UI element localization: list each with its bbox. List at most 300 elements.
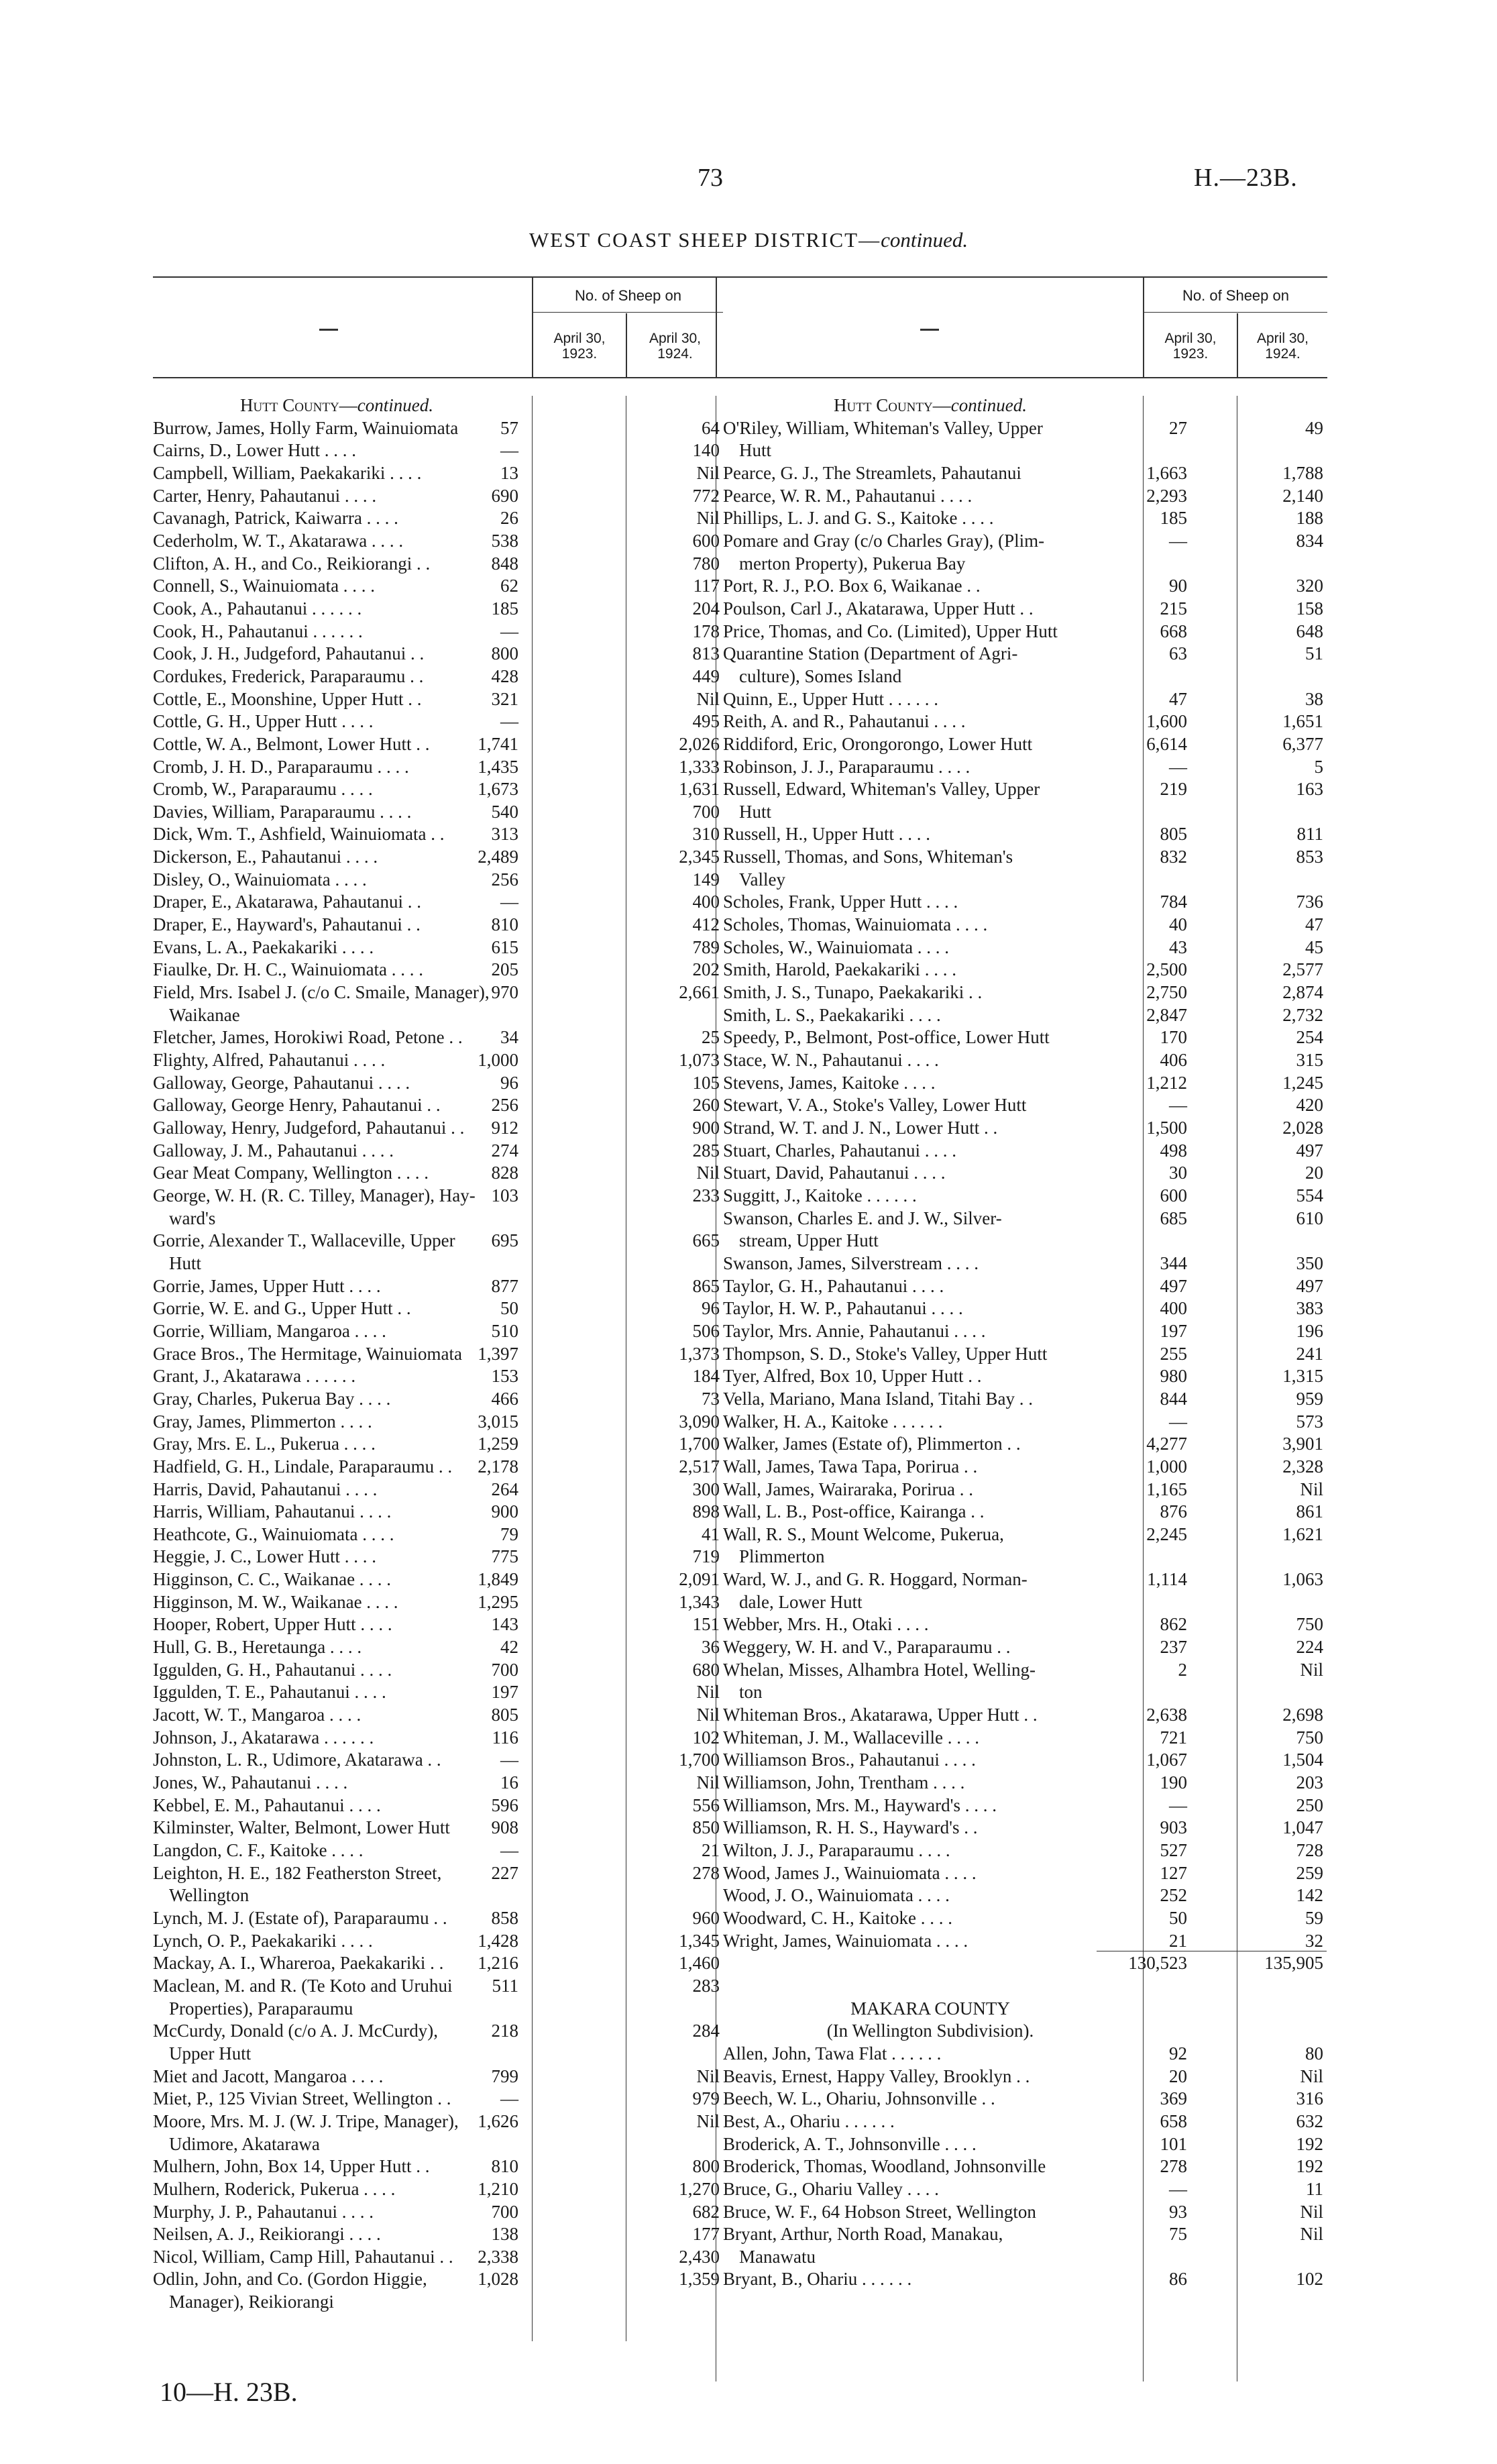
sheep-1923: 63 (1169, 643, 1187, 664)
right-header-bottom-rule (716, 377, 1327, 378)
sheep-1924: 632 (1296, 2110, 1323, 2131)
sheep-1923: — (1169, 2178, 1187, 2199)
sheep-1924: 188 (1296, 508, 1323, 529)
owner-continuation: dale, Lower Hutt (739, 1591, 863, 1612)
owner-name: Wall, L. B., Post-office, Kairanga . . (723, 1501, 985, 1522)
table-row (153, 2133, 723, 2156)
sheep-1924: 158 (1296, 598, 1323, 619)
sheep-1924: 959 (1296, 1388, 1323, 1409)
sheep-1924: 2,140 (1282, 485, 1323, 506)
sheep-1923: 1,626 (478, 2110, 518, 2131)
sheep-1924: 1,373 (679, 1343, 720, 1364)
owner-name: Wright, James, Wainuiomata . . . . (723, 1930, 968, 1951)
sheep-1923: 511 (492, 1975, 518, 1996)
owner-name: Hull, G. B., Heretaunga . . . . (153, 1637, 362, 1658)
sheep-1924: Nil (1300, 1659, 1323, 1680)
sheep-1923: 2 (1178, 1659, 1187, 1680)
county-heading-text: (In Wellington Subdivision). (826, 2021, 1034, 2041)
sheep-1923: 40 (1169, 914, 1187, 935)
sheep-1923: 116 (492, 1727, 518, 1748)
sheep-1923: 700 (491, 1659, 518, 1680)
owner-name: Clifton, A. H., and Co., Reikiorangi . . (153, 553, 431, 574)
sheep-1924: 682 (692, 2201, 720, 2222)
sheep-1924: 2,028 (1282, 1118, 1323, 1138)
owner-name: Cordukes, Frederick, Paraparaumu . . (153, 665, 424, 686)
sheep-1923: 700 (491, 2201, 518, 2222)
sheep-1924: 383 (1296, 1298, 1323, 1319)
owner-name: Quarantine Station (Department of Agri- (723, 643, 1018, 664)
table-row (723, 1817, 1330, 1839)
table-row (723, 1636, 1330, 1659)
sheep-1923: 400 (1160, 1298, 1187, 1319)
county-heading-text: MAKARA COUNTY (850, 1998, 1010, 2019)
owner-name: Johnson, J., Akatarawa . . . . . . (153, 1727, 374, 1748)
table-row (723, 2201, 1330, 2224)
sheep-1924: 224 (1296, 1637, 1323, 1658)
owner-name: Draper, E., Hayward's, Pahautanui . . (153, 914, 421, 935)
sheep-1923: — (500, 711, 518, 732)
table-row (723, 1749, 1330, 1772)
owner-name: Iggulden, T. E., Pahautanui . . . . (153, 1682, 386, 1703)
owner-continuation: Manawatu (739, 2246, 816, 2267)
sheep-1924: Nil (1300, 1479, 1323, 1499)
owner-name: Langdon, C. F., Kaitoke . . . . (153, 1840, 364, 1860)
sheep-1924: 59 (1305, 1907, 1323, 1928)
owner-name: Bryant, B., Ohariu . . . . . . (723, 2269, 912, 2290)
sheep-1924: 102 (1296, 2269, 1323, 2290)
sheep-1923: 103 (491, 1185, 518, 1206)
owner-name: Smith, Harold, Paekakariki . . . . (723, 959, 956, 980)
sheep-1923: 1,428 (478, 1930, 518, 1951)
sheep-1923: 848 (491, 553, 518, 574)
sheep-1924: 285 (692, 1140, 720, 1161)
sheep-1923: 237 (1160, 1637, 1187, 1658)
sheep-1923: 2,489 (478, 847, 518, 867)
owner-name: George, W. H. (R. C. Tilley, Manager), Hay- (153, 1185, 476, 1206)
sheep-1923: 658 (1160, 2110, 1187, 2131)
right-header-top-rule (716, 276, 1327, 278)
owner-name: Williamson, R. H. S., Hayward's . . (723, 1817, 978, 1838)
owner-name: Harris, David, Pahautanui . . . . (153, 1479, 378, 1499)
right-april-1923-header: April 30, 1923. (1164, 331, 1217, 362)
sheep-1924: 241 (1296, 1343, 1323, 1364)
owner-name: Cairns, D., Lower Hutt . . . . (153, 440, 356, 461)
owner-continuation: Hutt (739, 440, 772, 461)
owner-name: Vella, Mariano, Mana Island, Titahi Bay . . (723, 1388, 1033, 1409)
sheep-1923: 92 (1169, 2043, 1187, 2064)
owner-name: Hadfield, G. H., Lindale, Paraparaumu . . (153, 1456, 453, 1477)
table-row (723, 2223, 1330, 2246)
owner-name: Phillips, L. J. and G. S., Kaitoke . . . . (723, 508, 994, 529)
sheep-1923: 2,638 (1146, 1705, 1187, 1725)
owner-name: Wood, J. O., Wainuiomata . . . . (723, 1885, 950, 1906)
sheep-1924: 3,901 (1282, 1434, 1323, 1454)
sheep-1924: 20 (1305, 1163, 1323, 1183)
sheep-1923: 615 (491, 936, 518, 957)
owner-name: Robinson, J. J., Paraparaumu . . . . (723, 756, 971, 777)
owner-name: Stuart, Charles, Pahautanui . . . . (723, 1140, 956, 1161)
sheep-1923: 828 (491, 1163, 518, 1183)
table-row (723, 869, 1330, 892)
table-row (723, 1456, 1330, 1479)
sheep-1923: 27 (1169, 417, 1187, 438)
table-row (723, 530, 1330, 553)
sheep-1924: 184 (692, 1366, 720, 1387)
owner-name: Taylor, G. H., Pahautanui . . . . (723, 1275, 944, 1296)
table-row (153, 1162, 723, 1185)
sheep-1924: 789 (692, 936, 720, 957)
sheep-1924: 202 (692, 959, 720, 980)
sheep-1923: — (500, 621, 518, 641)
owner-name: Galloway, Henry, Judgeford, Pahautanui . . (153, 1118, 465, 1138)
sheep-1924: 6,377 (1282, 733, 1323, 754)
table-row (723, 1117, 1330, 1140)
sheep-1923: 1,259 (478, 1434, 518, 1454)
sheep-1923: — (500, 1750, 518, 1770)
table-row (153, 914, 723, 936)
table-row (153, 1026, 723, 1049)
sheep-1923: 1,165 (1146, 1479, 1187, 1499)
right-no-of-sheep-header: No. of Sheep on (1182, 287, 1289, 304)
table-row (723, 1343, 1330, 1366)
sheep-1923: 2,245 (1146, 1523, 1187, 1544)
owner-name: Johnston, L. R., Udimore, Akatarawa . . (153, 1750, 441, 1770)
footer-reference: 10—H. 23B. (160, 2377, 298, 2407)
table-row (723, 1072, 1330, 1095)
sheep-1924: 283 (692, 1975, 720, 1996)
sheep-1923: 2,500 (1146, 959, 1187, 980)
owner-name: Mulhern, Roderick, Pukerua . . . . (153, 2178, 396, 2199)
sheep-1924: 2,698 (1282, 1705, 1323, 1725)
owner-name: Wilton, J. J., Paraparaumu . . . . (723, 1840, 950, 1860)
sheep-1924: 554 (1296, 1185, 1323, 1206)
sheep-1924: 813 (692, 643, 720, 664)
owner-name: O'Riley, William, Whiteman's Valley, Upper (723, 417, 1043, 438)
sheep-1923: 2,293 (1146, 485, 1187, 506)
table-row (153, 1433, 723, 1456)
owner-name: Campbell, William, Paekakariki . . . . (153, 462, 422, 483)
table-row (153, 1884, 723, 1907)
table-row (153, 688, 723, 711)
sheep-1924: 556 (692, 1795, 720, 1815)
owner-name: Gear Meat Company, Wellington . . . . (153, 1163, 429, 1183)
table-row (723, 643, 1330, 665)
table-row (153, 1636, 723, 1659)
sheep-1923: 26 (500, 508, 518, 529)
table-row (723, 2043, 1330, 2066)
table-row (723, 936, 1330, 959)
sheep-1923: 1,663 (1146, 462, 1187, 483)
table-row (153, 1591, 723, 1614)
sheep-1924: 2,661 (679, 982, 720, 1003)
owner-name: Leighton, H. E., 182 Featherston Street, (153, 1862, 442, 1883)
sheep-1923: 1,216 (478, 1953, 518, 1974)
sheep-1923: 96 (500, 1072, 518, 1093)
sheep-1924: 192 (1296, 2133, 1323, 2154)
sheep-1924: 192 (1296, 2156, 1323, 2177)
sheep-1924: 1,631 (679, 779, 720, 800)
sheep-1924: 149 (692, 869, 720, 890)
table-row (153, 1727, 723, 1750)
table-row (153, 1975, 723, 1998)
table-row (153, 1659, 723, 1682)
sheep-1924: 25 (702, 1027, 720, 1048)
sheep-1924: Nil (696, 2066, 720, 2086)
table-row (723, 1230, 1330, 1252)
sheep-1924: 1,651 (1282, 711, 1323, 732)
sheep-1923: 799 (491, 2066, 518, 2086)
sheep-1923: 205 (491, 959, 518, 980)
sheep-1924: 2,577 (1282, 959, 1323, 980)
table-row (723, 688, 1330, 711)
table-row (723, 1839, 1330, 1862)
owner-continuation: Udimore, Akatarawa (169, 2133, 320, 2154)
table-row (153, 1230, 723, 1252)
table-row (153, 2246, 723, 2269)
owner-name: Whiteman Bros., Akatarawa, Upper Hutt . . (723, 1705, 1038, 1725)
sheep-1923: 876 (1160, 1501, 1187, 1522)
table-row (153, 1479, 723, 1501)
table-row (153, 981, 723, 1004)
sheep-1924: 5 (1314, 756, 1323, 777)
sheep-1924: 1,621 (1282, 1523, 1323, 1544)
sheep-1923: 2,750 (1146, 982, 1187, 1003)
owner-name: Galloway, George, Pahautanui . . . . (153, 1072, 410, 1093)
owner-name: Disley, O., Wainuiomata . . . . (153, 869, 367, 890)
county-heading (723, 2020, 1330, 2043)
sheep-1923: 227 (491, 1862, 518, 1883)
owner-name: Weggery, W. H. and V., Paraparaumu . . (723, 1637, 1011, 1658)
sheep-1924: 21 (702, 1840, 720, 1860)
owner-name: Pearce, G. J., The Streamlets, Pahautanui (723, 462, 1021, 483)
table-row (153, 1252, 723, 1275)
sheep-1923: 79 (500, 1523, 518, 1544)
sheep-1924: 2,026 (679, 733, 720, 754)
owner-name: Best, A., Ohariu . . . . . . (723, 2110, 895, 2131)
owner-name: Webber, Mrs. H., Otaki . . . . (723, 1614, 929, 1635)
sheep-1924: 772 (692, 485, 720, 506)
sheep-1924: 736 (1296, 892, 1323, 912)
table-row (153, 1456, 723, 1479)
table-row (723, 846, 1330, 869)
owner-name: Harris, William, Pahautanui . . . . (153, 1501, 392, 1522)
total-1923: 130,523 (1128, 1953, 1187, 1974)
table-row (723, 1004, 1330, 1027)
sheep-1923: 170 (1160, 1027, 1187, 1048)
sheep-1924: 350 (1296, 1252, 1323, 1273)
sheep-1923: 1,849 (478, 1569, 518, 1590)
sheep-1924: 96 (702, 1298, 720, 1319)
table-row (153, 1681, 723, 1704)
sheep-1924: 204 (692, 598, 720, 619)
sheep-1923: 1,028 (478, 2269, 518, 2290)
sheep-1924: 51 (1305, 643, 1323, 664)
sheep-1924: 1,073 (679, 1050, 720, 1071)
owner-name: Stevens, James, Kaitoke . . . . (723, 1072, 936, 1093)
sheep-1923: 596 (491, 1795, 518, 1815)
owner-name: Smith, L. S., Paekakariki . . . . (723, 1004, 941, 1025)
owner-name: Field, Mrs. Isabel J. (c/o C. Smaile, Manager), (153, 982, 490, 1003)
sheep-1924: Nil (696, 1682, 720, 1703)
table-row (153, 1275, 723, 1298)
owner-name: Speedy, P., Belmont, Post-office, Lower Hutt (723, 1027, 1050, 1048)
owner-name: Mackay, A. I., Whareroa, Paekakariki . . (153, 1953, 444, 1974)
sheep-1923: 832 (1160, 847, 1187, 867)
sheep-1924: Nil (696, 462, 720, 483)
sheep-1923: — (1169, 756, 1187, 777)
sheep-1923: 980 (1160, 1366, 1187, 1387)
owner-name: Draper, E., Akatarawa, Pahautanui . . (153, 892, 422, 912)
sheep-1924: 1,047 (1282, 1817, 1323, 1838)
sheep-1923: 47 (1169, 688, 1187, 709)
table-row (153, 1772, 723, 1795)
owner-name: McCurdy, Donald (c/o A. J. McCurdy), (153, 2021, 438, 2041)
sheep-1923: 800 (491, 643, 518, 664)
sheep-1924: 1,460 (679, 1953, 720, 1974)
sheep-1923: 255 (1160, 1343, 1187, 1364)
sheep-1923: 6,614 (1146, 733, 1187, 754)
sheep-1924: 315 (1296, 1050, 1323, 1071)
table-row (153, 643, 723, 665)
sheep-1923: 805 (491, 1705, 518, 1725)
table-row (723, 1275, 1330, 1298)
sheep-1923: 127 (1160, 1862, 1187, 1883)
sheep-1923: 143 (491, 1614, 518, 1635)
table-row (153, 1749, 723, 1772)
table-row (153, 959, 723, 981)
sheep-1924: 1,333 (679, 756, 720, 777)
sheep-1923: 903 (1160, 1817, 1187, 1838)
table-row (153, 2088, 723, 2110)
sheep-1924: 665 (692, 1230, 720, 1251)
table-row (153, 1568, 723, 1591)
owner-name: Gray, Mrs. E. L., Pukerua . . . . (153, 1434, 376, 1454)
table-row (153, 778, 723, 801)
owner-name: Allen, John, Tawa Flat . . . . . . (723, 2043, 942, 2064)
sheep-1924: 750 (1296, 1727, 1323, 1748)
owner-name: Port, R. J., P.O. Box 6, Waikanae . . (723, 576, 981, 596)
owner-name: Carter, Henry, Pahautanui . . . . (153, 485, 377, 506)
sheep-1924: 850 (692, 1817, 720, 1838)
sheep-1923: 218 (491, 2021, 518, 2041)
owner-name: Swanson, Charles E. and J. W., Silver- (723, 1208, 1002, 1228)
sheep-1923: 970 (491, 982, 518, 1003)
owner-name: Flighty, Alfred, Pahautanui . . . . (153, 1050, 386, 1071)
table-row (723, 1320, 1330, 1343)
table-row (153, 1501, 723, 1523)
sheep-1924: 2,517 (679, 1456, 720, 1477)
right-april-1924-header: April 30, 1924. (1256, 331, 1309, 362)
sheep-1923: 668 (1160, 621, 1187, 641)
table-row (153, 869, 723, 892)
table-row (723, 914, 1330, 936)
table-row (723, 1862, 1330, 1885)
table-row (723, 1772, 1330, 1795)
sheep-1923: — (500, 440, 518, 461)
owner-continuation: culture), Somes Island (739, 665, 902, 686)
sheep-1923: 4,277 (1146, 1434, 1187, 1454)
table-row (723, 710, 1330, 733)
sheep-1923: 256 (491, 869, 518, 890)
section-title: Hutt County—continued. (240, 395, 433, 415)
table-row (723, 823, 1330, 846)
table-row (153, 1343, 723, 1366)
table-row (723, 778, 1330, 801)
owner-name: Higginson, C. C., Waikanae . . . . (153, 1569, 392, 1590)
table-row (723, 1568, 1330, 1591)
owner-name: Williamson, John, Trentham . . . . (723, 1772, 965, 1793)
owner-name: Odlin, John, and Co. (Gordon Higgie, (153, 2269, 427, 2290)
sheep-1923: 1,673 (478, 779, 518, 800)
sheep-1923: 2,338 (478, 2246, 518, 2267)
owner-name: Woodward, C. H., Kaitoke . . . . (723, 1907, 953, 1928)
left-header-top-rule (153, 276, 723, 278)
owner-name: Jones, W., Pahautanui . . . . (153, 1772, 348, 1793)
sheep-1923: 1,295 (478, 1591, 518, 1612)
sheep-1924: 73 (702, 1388, 720, 1409)
owner-name: Gorrie, William, Mangaroa . . . . (153, 1320, 386, 1341)
table-row (723, 2110, 1330, 2133)
sheep-1923: 908 (491, 1817, 518, 1838)
table-row (153, 507, 723, 530)
sheep-1923: 264 (491, 1479, 518, 1499)
table-row (153, 2110, 723, 2133)
sheep-1924: 700 (692, 801, 720, 822)
owner-name: Fiaulke, Dr. H. C., Wainuiomata . . . . (153, 959, 424, 980)
sheep-1923: 20 (1169, 2066, 1187, 2086)
table-row (723, 1297, 1330, 1320)
owner-name: Fletcher, James, Horokiwi Road, Petone . . (153, 1027, 463, 1048)
sheep-1924: 310 (692, 824, 720, 845)
table-row (723, 1049, 1330, 1072)
sheep-1923: 858 (491, 1907, 518, 1928)
table-row (723, 1704, 1330, 1727)
sheep-1924: 316 (1296, 2088, 1323, 2109)
table-row (723, 1930, 1330, 1953)
right-header-vrule-left (716, 276, 717, 378)
sheep-1924: 1,315 (1282, 1366, 1323, 1387)
sheep-1924: 497 (1296, 1275, 1323, 1296)
owner-name: Cromb, W., Paraparaumu . . . . (153, 779, 373, 800)
owner-name: Broderick, Thomas, Woodland, Johnsonville (723, 2156, 1046, 2177)
left-april-1923-header: April 30, 1923. (553, 331, 606, 362)
table-row (153, 1094, 723, 1117)
sheep-1924: 497 (1296, 1140, 1323, 1161)
owner-name: Heggie, J. C., Lower Hutt . . . . (153, 1546, 376, 1567)
sheep-1924: 898 (692, 1501, 720, 1522)
sheep-1923: 497 (1160, 1275, 1187, 1296)
owner-name: Grace Bros., The Hermitage, Wainuiomata (153, 1343, 462, 1364)
sheep-1923: 690 (491, 485, 518, 506)
owner-name: Bruce, G., Ohariu Valley . . . . (723, 2178, 939, 2199)
sheep-1923: 185 (1160, 508, 1187, 529)
table-row (153, 1839, 723, 1862)
table-row (723, 1795, 1330, 1817)
sheep-1924: 506 (692, 1320, 720, 1341)
sheep-1923: 466 (491, 1388, 518, 1409)
total-1924: 135,905 (1264, 1953, 1323, 1974)
owner-name: Taylor, Mrs. Annie, Pahautanui . . . . (723, 1320, 986, 1341)
sheep-1924: 449 (692, 665, 720, 686)
table-row (153, 1523, 723, 1546)
sheep-1923: 1,067 (1146, 1750, 1187, 1770)
sheep-1924: 2,732 (1282, 1004, 1323, 1025)
sheep-1924: 105 (692, 1072, 720, 1093)
table-row (153, 756, 723, 779)
owner-name: Gorrie, W. E. and G., Upper Hutt . . (153, 1298, 411, 1319)
page-title: WEST COAST SHEEP DISTRICT—continued. (529, 228, 968, 252)
table-row (153, 936, 723, 959)
